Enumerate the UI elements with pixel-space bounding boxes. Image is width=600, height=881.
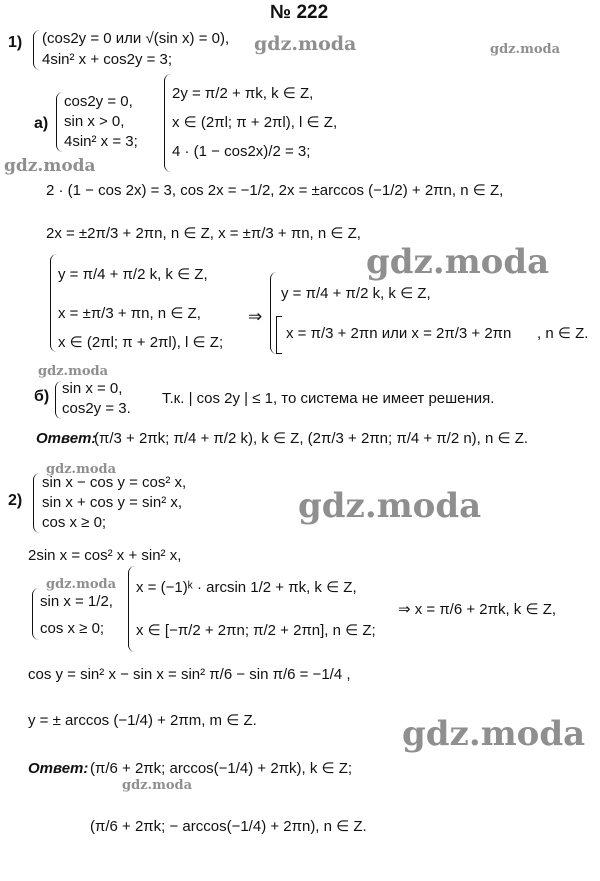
equation-line: 2y = π/2 + πk, k ∈ Z, — [172, 85, 314, 102]
equation-line: y = π/4 + π/2 k, k ∈ Z, — [58, 266, 208, 283]
system-brace — [164, 74, 171, 172]
answer-line: (π/6 + 2πk; arccos(−1/4) + 2πk), k ∈ Z; — [90, 760, 353, 777]
part-2-label: 2) — [8, 492, 23, 509]
sub-a-label: а) — [34, 115, 49, 132]
answer-line: (π/3 + 2πk; π/4 + π/2 k), k ∈ Z, (2π/3 + 2πn; π/4 + π/2 n), n ∈ Z. — [94, 430, 529, 447]
equation-line: x ∈ (2πl; π + 2πl), l ∈ Z, — [172, 114, 338, 131]
equation-line: 4sin² x = 3; — [64, 133, 138, 150]
equation-line: 2 · (1 − cos 2x) = 3, cos 2x = −1/2, 2x = ±arccos (−1/2) + 2πn, n ∈ Z, — [46, 182, 504, 199]
equation-line: sin x − cos y = cos² x, — [42, 474, 187, 491]
watermark: gdz.moda — [46, 577, 117, 592]
equation-line: cos x ≥ 0; — [42, 514, 107, 531]
equation-line: x = ±π/3 + πn, n ∈ Z, — [58, 305, 201, 322]
equation-line: 4sin² x + cos2y = 3; — [42, 51, 173, 68]
watermark: gdz.moda — [366, 242, 550, 282]
union-bracket — [276, 316, 282, 354]
system-brace — [56, 92, 63, 152]
equation-line: sin x = 0, — [62, 380, 123, 397]
equation-line: cos2y = 3. — [62, 400, 131, 417]
equation-line: sin x = 1/2, — [40, 593, 113, 610]
watermark: gdz.moda — [4, 156, 96, 176]
equation-line: sin x > 0, — [64, 113, 125, 130]
equation-line: y = ± arccos (−1/4) + 2πm, m ∈ Z. — [28, 712, 257, 729]
watermark: gdz.moda — [122, 778, 193, 793]
equation-line: 4 · (1 − cos2x)/2 = 3; — [172, 143, 311, 160]
answer-label: Ответ: — [28, 760, 89, 777]
equation-line: 2x = ±2π/3 + 2πn, n ∈ Z, x = ±π/3 + πn, n ∈ Z, — [46, 225, 361, 242]
equation-line: cos x ≥ 0; — [40, 620, 105, 637]
answer-label: Ответ: — [36, 430, 97, 447]
system-brace — [50, 254, 57, 352]
equation-line: , n ∈ Z. — [537, 325, 589, 342]
equation-line: ⇒ x = π/6 + 2πk, k ∈ Z, — [398, 601, 557, 618]
system-brace — [33, 30, 40, 70]
watermark: gdz.moda — [38, 364, 109, 379]
part-1-label: 1) — [8, 34, 23, 51]
system-brace — [128, 566, 135, 652]
equation-line: (cos2y = 0 или √(sin x) = 0), — [42, 30, 230, 47]
equation-line: y = π/4 + π/2 k, k ∈ Z, — [281, 285, 431, 302]
equation-line: x ∈ (2πl; π + 2πl), l ∈ Z; — [58, 334, 224, 351]
system-brace — [33, 473, 40, 533]
problem-number: № 222 — [270, 2, 329, 23]
system-brace — [32, 588, 39, 640]
equation-line: 2sin x = cos² x + sin² x, — [28, 547, 182, 564]
watermark: gdz.moda — [46, 462, 117, 477]
sub-b-label: б) — [34, 388, 50, 405]
system-brace — [55, 381, 62, 419]
watermark: gdz.moda — [298, 486, 482, 526]
equation-line: x = (−1)ᵏ · arcsin 1/2 + πk, k ∈ Z, — [136, 579, 357, 596]
equation-line: cos2y = 0, — [64, 93, 133, 110]
watermark: gdz.moda — [254, 33, 357, 55]
watermark: gdz.moda — [402, 714, 586, 754]
equation-line: cos y = sin² x − sin x = sin² π/6 − sin π/6 = −1/4 , — [28, 666, 351, 683]
implies-arrow: ⇒ — [248, 307, 263, 326]
answer-line: (π/6 + 2πk; − arccos(−1/4) + 2πn), n ∈ Z. — [90, 818, 367, 835]
equation-line: sin x + cos y = sin² x, — [42, 494, 183, 511]
equation-line: x = π/3 + 2πn или x = 2π/3 + 2πn — [286, 325, 512, 342]
equation-line: x ∈ [−π/2 + 2πn; π/2 + 2πn], n ∈ Z; — [136, 622, 376, 639]
conclusion-text: Т.к. | cos 2y | ≤ 1, то система не имеет решения. — [162, 390, 495, 407]
watermark: gdz.moda — [490, 42, 561, 57]
